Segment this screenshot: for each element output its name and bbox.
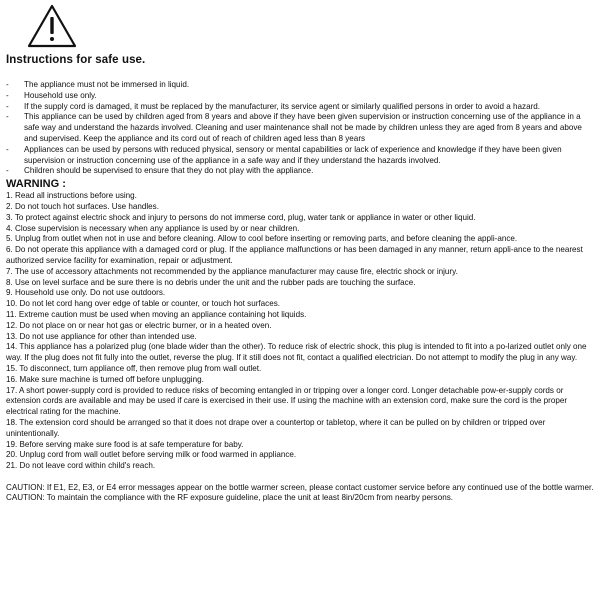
warning-item: 10. Do not let cord hang over edge of table or counter, or touch hot surfaces. [6,299,281,309]
warning-item: 11. Extreme caution must be used when moving an appliance containing hot liquids. [6,309,307,319]
warning-item: 7. The use of accessory attachments not recommended by the appliance manufacturer may cause fire, electric shock or injury. [6,266,458,276]
warning-item: 20. Unplug cord from wall outlet before serving milk or food warmed in appliance. [6,450,297,460]
list-item-text: Appliances can be used by persons with reduced physical, sensory or mental capabilities or lack of experience and knowledge if they have been given supervision or instruction concerning use of the appliance in a safe way and if they understand the hazards involved. [24,144,562,165]
warning-item: 3. To protect against electric shock and injury to persons do not immerse cord, plug, water tank or appliance in water or other liquid. [6,212,476,222]
page-title: Instructions for safe use. [6,54,146,66]
list-item [6,80,594,91]
warning-item: 21. Do not leave cord within child's reach. [6,461,156,471]
bullet-dash: - [6,90,9,100]
warning-item: 8. Use on level surface and be sure there is no debris under the unit and the rubber pads are touching the surface. [6,277,416,287]
warning-triangle-icon [27,4,77,48]
list-item-text: Household use only. [24,90,97,100]
warning-item: 19. Before serving make sure food is at safe temperature for baby. [6,439,244,449]
list-item-text: This appliance can be used by children aged from 8 years and above if they have been given supervision or instruction concerning use of the appliance in a safe way and understand the hazards involved. Cleaning and user maintenance shall not be made by children unless they are aged from 8 years and above and supervised. Keep the appliance and its cord out of reach of children aged less than 8 years [24,112,582,143]
safety-list [6,80,594,177]
list-item [6,102,594,113]
warning-item: 16. Make sure machine is turned off before unplugging. [6,374,204,384]
list-item-text: The appliance must not be immersed in liquid. [24,80,190,89]
warning-item: 18. The extension cord should be arranged so that it does not drape over a countertop or tabletop, where it can be pulled on by children or tripped over unintentionally. [6,417,546,438]
list-item-text: Children should be supervised to ensure that they do not play with the appliance. [24,166,314,176]
warning-list [6,191,594,472]
warning-item: 15. To disconnect, turn appliance off, then remove plug from wall outlet. [6,363,262,373]
warning-item: 6. Do not operate this appliance with a damaged cord or plug. If the appliance malfunctions or has been damaged in any manner, return appli-ance to the nearest authorized service facility for examination, repair or adjustment. [6,245,583,265]
instruction-page [6,0,594,600]
list-item [6,145,594,167]
bullet-dash: - [6,101,9,111]
list-item [6,166,594,177]
warning-item: 17. A short power-supply cord is provided to reduce risks of becoming entangled in or tripping over a longer cord. Longer detachable pow-er-supply cords or extension cords are available and may be used if care is exercised in their use. If using the machine with an extension cord, make sure the cord is the proper electrical rating for the machine. [6,385,568,417]
list-item-text: If the supply cord is damaged, it must be replaced by the manufacturer, its service agent or similarly qualified persons in order to avoid a hazard. [24,101,541,111]
caution-text: CAUTION: To maintain the compliance with the RF exposure guideline, place the unit at least 8in/20cm from nearby persons. [6,493,454,503]
warning-item: 4. Close supervision is necessary when any appliance is used by or near children. [6,223,300,233]
instructions-body [6,80,594,504]
list-item [6,91,594,102]
warning-item: 13. Do not use appliance for other than intended use. [6,331,197,341]
caution-block [6,483,594,505]
warning-item: 2. Do not touch hot surfaces. Use handles. [6,201,159,211]
warning-item: 14. This appliance has a polarized plug (one blade wider than the other). To reduce risk of electric shock, this plug is intended to fit into a po-larized outlet only one way. If the plug does not fit fully into the outlet, reverse the plug. If it still does not fit, contact a qualified electrician. Do not attempt to modify the plug in any way. [6,342,587,363]
bullet-dash: - [6,80,9,89]
list-item [6,112,594,144]
warning-item: 9. Household use only. Do not use outdoors. [6,288,166,298]
warning-item: 1. Read all instructions before using. [6,191,137,201]
warning-item: 5. Unplug from outlet when not in use and before cleaning. Allow to cool before inserting or removing parts, and before cleaning the appli-ance. [6,234,518,244]
warning-item: 12. Do not place on or near hot gas or electric burner, or in a heated oven. [6,320,272,330]
caution-text: CAUTION: If E1, E2, E3, or E4 error messages appear on the bottle warmer screen, please contact customer service before any continued use of the bottle warmer. [6,482,594,492]
warning-heading: WARNING : [6,178,66,191]
bullet-dash: - [6,144,9,154]
bullet-dash: - [6,166,9,176]
bullet-dash: - [6,112,9,122]
